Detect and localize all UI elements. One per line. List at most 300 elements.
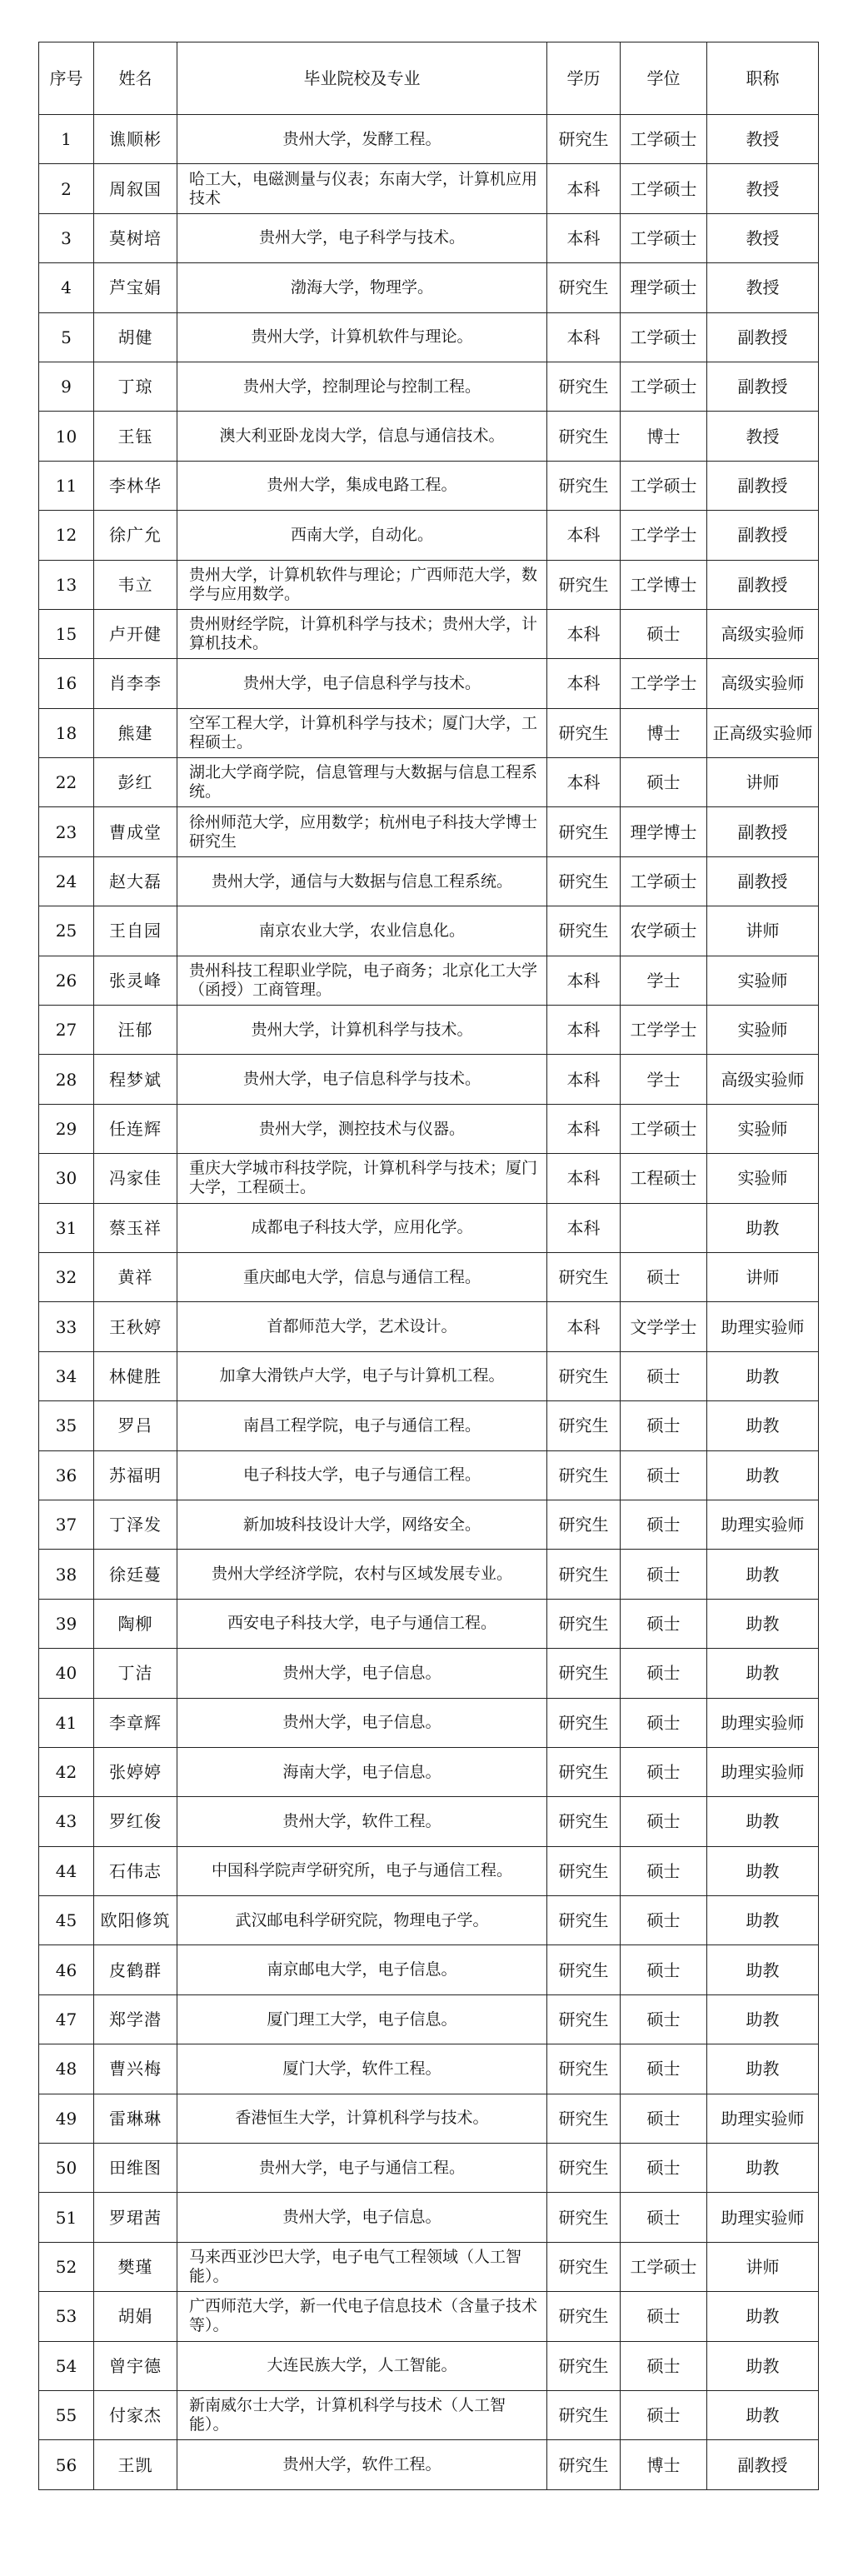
- cell-name: 李林华: [94, 461, 177, 510]
- cell-title: 助教: [707, 1203, 819, 1252]
- cell-no: 44: [39, 1846, 94, 1895]
- cell-degree: 博士: [621, 708, 707, 757]
- cell-degree: 工学硕士: [621, 213, 707, 262]
- cell-title: 助教: [707, 2390, 819, 2439]
- cell-education: 研究生: [547, 1500, 621, 1549]
- cell-no: 37: [39, 1500, 94, 1549]
- cell-name: 卢开健: [94, 609, 177, 658]
- table-row: [39, 2341, 819, 2390]
- cell-name: 曾宇德: [94, 2341, 177, 2390]
- cell-title: 教授: [707, 213, 819, 262]
- cell-name: 王凯: [94, 2440, 177, 2489]
- cell-name: 熊建: [94, 708, 177, 757]
- cell-school: 贵州科技工程职业学院，电子商务；北京化工大学（函授）工商管理。: [177, 956, 547, 1005]
- cell-name: 陶柳: [94, 1599, 177, 1648]
- cell-title: 实验师: [707, 1104, 819, 1153]
- cell-title: 实验师: [707, 956, 819, 1005]
- table-row: [39, 2044, 819, 2094]
- table-row: [39, 2242, 819, 2291]
- cell-name: 曹成堂: [94, 807, 177, 856]
- cell-no: 28: [39, 1055, 94, 1104]
- cell-title: 助理实验师: [707, 1500, 819, 1549]
- cell-title: 助理实验师: [707, 2193, 819, 2242]
- cell-degree: 硕士: [621, 1550, 707, 1599]
- table-row: [39, 1302, 819, 1351]
- cell-degree: 硕士: [621, 1797, 707, 1846]
- cell-title: 助教: [707, 1797, 819, 1846]
- cell-education: 研究生: [547, 2044, 621, 2094]
- cell-education: 研究生: [547, 2292, 621, 2341]
- table-row: [39, 1450, 819, 1500]
- cell-education: 研究生: [547, 1252, 621, 1301]
- cell-school: 贵州大学，计算机软件与理论；广西师范大学，数学与应用数学。: [177, 560, 547, 609]
- table-row: [39, 312, 819, 362]
- cell-no: 38: [39, 1550, 94, 1599]
- cell-no: 41: [39, 1698, 94, 1747]
- cell-degree: 硕士: [621, 1896, 707, 1945]
- cell-title: 副教授: [707, 511, 819, 560]
- cell-no: 35: [39, 1401, 94, 1450]
- table-row: [39, 1698, 819, 1747]
- cell-school: 贵州大学经济学院，农村与区域发展专业。: [177, 1550, 547, 1599]
- cell-education: 本科: [547, 164, 621, 213]
- table-row: [39, 1550, 819, 1599]
- cell-name: 郑学潜: [94, 1994, 177, 2044]
- cell-education: 本科: [547, 659, 621, 708]
- cell-degree: 工学硕士: [621, 856, 707, 906]
- cell-no: 55: [39, 2390, 94, 2439]
- cell-degree: 硕士: [621, 2044, 707, 2094]
- table-row: [39, 659, 819, 708]
- cell-no: 29: [39, 1104, 94, 1153]
- table-row: [39, 1649, 819, 1698]
- table-row: [39, 213, 819, 262]
- cell-degree: 学士: [621, 956, 707, 1005]
- cell-title: 实验师: [707, 1154, 819, 1203]
- cell-school: 南京农业大学，农业信息化。: [177, 906, 547, 956]
- cell-no: 49: [39, 2094, 94, 2143]
- cell-education: 研究生: [547, 560, 621, 609]
- cell-name: 丁泽发: [94, 1500, 177, 1549]
- cell-title: 助教: [707, 1896, 819, 1945]
- cell-degree: 工学硕士: [621, 312, 707, 362]
- cell-title: 教授: [707, 115, 819, 164]
- cell-degree: 硕士: [621, 1450, 707, 1500]
- cell-school: 加拿大滑铁卢大学，电子与计算机工程。: [177, 1351, 547, 1400]
- cell-no: 13: [39, 560, 94, 609]
- cell-no: 51: [39, 2193, 94, 2242]
- cell-no: 36: [39, 1450, 94, 1500]
- cell-education: 研究生: [547, 2242, 621, 2291]
- cell-title: 教授: [707, 412, 819, 461]
- cell-no: 30: [39, 1154, 94, 1203]
- cell-no: 22: [39, 758, 94, 807]
- cell-title: 助教: [707, 1945, 819, 1994]
- cell-education: 本科: [547, 1006, 621, 1055]
- cell-name: 程梦斌: [94, 1055, 177, 1104]
- cell-name: 丁洁: [94, 1649, 177, 1698]
- cell-education: 研究生: [547, 1945, 621, 1994]
- cell-school: 贵州大学，测控技术与仪器。: [177, 1104, 547, 1153]
- cell-title: 副教授: [707, 807, 819, 856]
- cell-name: 赵大磊: [94, 856, 177, 906]
- cell-no: 48: [39, 2044, 94, 2094]
- cell-education: 本科: [547, 1154, 621, 1203]
- cell-education: 研究生: [547, 2341, 621, 2390]
- cell-degree: 硕士: [621, 609, 707, 658]
- cell-education: 研究生: [547, 1599, 621, 1648]
- cell-no: 52: [39, 2242, 94, 2291]
- table-row: [39, 1747, 819, 1796]
- cell-school: 重庆邮电大学，信息与通信工程。: [177, 1252, 547, 1301]
- cell-name: 罗红俊: [94, 1797, 177, 1846]
- header-education: 学历: [547, 42, 621, 115]
- cell-name: 欧阳修筑: [94, 1896, 177, 1945]
- cell-education: 本科: [547, 609, 621, 658]
- cell-title: 助教: [707, 1994, 819, 2044]
- cell-name: 王秋婷: [94, 1302, 177, 1351]
- cell-no: 18: [39, 708, 94, 757]
- cell-name: 黄祥: [94, 1252, 177, 1301]
- cell-school: 马来西亚沙巴大学，电子电气工程领域（人工智能）。: [177, 2242, 547, 2291]
- header-name: 姓名: [94, 42, 177, 115]
- cell-name: 胡健: [94, 312, 177, 362]
- cell-no: 11: [39, 461, 94, 510]
- table-body: [39, 115, 819, 2490]
- cell-school: 广西师范大学，新一代电子信息技术（含量子技术等）。: [177, 2292, 547, 2341]
- cell-title: 助教: [707, 2044, 819, 2094]
- cell-education: 本科: [547, 758, 621, 807]
- cell-name: 蔡玉祥: [94, 1203, 177, 1252]
- cell-name: 周叙国: [94, 164, 177, 213]
- cell-degree: 硕士: [621, 758, 707, 807]
- cell-degree: 博士: [621, 412, 707, 461]
- cell-school: 徐州师范大学，应用数学；杭州电子科技大学博士研究生: [177, 807, 547, 856]
- cell-school: 贵州大学，电子信息。: [177, 1649, 547, 1698]
- cell-education: 本科: [547, 511, 621, 560]
- cell-degree: 工学博士: [621, 560, 707, 609]
- cell-school: 成都电子科技大学，应用化学。: [177, 1203, 547, 1252]
- table-row: [39, 1500, 819, 1549]
- cell-name: 芦宝娟: [94, 263, 177, 312]
- cell-school: 湖北大学商学院，信息管理与大数据与信息工程系统。: [177, 758, 547, 807]
- cell-degree: 硕士: [621, 2193, 707, 2242]
- cell-no: 42: [39, 1747, 94, 1796]
- cell-name: 徐广允: [94, 511, 177, 560]
- cell-degree: 硕士: [621, 1994, 707, 2044]
- cell-education: 研究生: [547, 1846, 621, 1895]
- cell-no: 27: [39, 1006, 94, 1055]
- cell-degree: 硕士: [621, 2292, 707, 2341]
- cell-degree: 理学硕士: [621, 263, 707, 312]
- table-row: [39, 164, 819, 213]
- cell-no: 53: [39, 2292, 94, 2341]
- cell-title: 助教: [707, 2292, 819, 2341]
- cell-degree: 工学硕士: [621, 1104, 707, 1153]
- cell-school: 厦门大学，软件工程。: [177, 2044, 547, 2094]
- table-row: [39, 1945, 819, 1994]
- cell-degree: 硕士: [621, 2144, 707, 2193]
- table-row: [39, 906, 819, 956]
- cell-title: 高级实验师: [707, 1055, 819, 1104]
- cell-name: 王自园: [94, 906, 177, 956]
- cell-education: 研究生: [547, 263, 621, 312]
- cell-degree: 工学学士: [621, 1006, 707, 1055]
- cell-no: 23: [39, 807, 94, 856]
- cell-education: 研究生: [547, 1550, 621, 1599]
- cell-name: 胡娟: [94, 2292, 177, 2341]
- cell-title: 助教: [707, 2341, 819, 2390]
- cell-name: 莫树培: [94, 213, 177, 262]
- cell-title: 副教授: [707, 362, 819, 411]
- cell-education: 研究生: [547, 2144, 621, 2193]
- cell-school: 厦门理工大学，电子信息。: [177, 1994, 547, 2044]
- cell-title: 助教: [707, 2144, 819, 2193]
- cell-education: 研究生: [547, 856, 621, 906]
- cell-no: 24: [39, 856, 94, 906]
- cell-name: 肖李李: [94, 659, 177, 708]
- cell-no: 47: [39, 1994, 94, 2044]
- table-row: [39, 2193, 819, 2242]
- cell-name: 曹兴梅: [94, 2044, 177, 2094]
- table-row: [39, 1401, 819, 1450]
- cell-education: 研究生: [547, 362, 621, 411]
- cell-no: 4: [39, 263, 94, 312]
- cell-degree: 硕士: [621, 1500, 707, 1549]
- cell-education: 本科: [547, 1302, 621, 1351]
- cell-name: 徐廷蔓: [94, 1550, 177, 1599]
- cell-education: 研究生: [547, 1698, 621, 1747]
- cell-education: 研究生: [547, 1649, 621, 1698]
- cell-name: 任连辉: [94, 1104, 177, 1153]
- cell-degree: 硕士: [621, 1401, 707, 1450]
- header-no: 序号: [39, 42, 94, 115]
- cell-title: 副教授: [707, 2440, 819, 2489]
- cell-no: 56: [39, 2440, 94, 2489]
- table-row: [39, 609, 819, 658]
- cell-school: 贵州大学，发酵工程。: [177, 115, 547, 164]
- cell-no: 50: [39, 2144, 94, 2193]
- cell-school: 贵州大学，集成电路工程。: [177, 461, 547, 510]
- cell-degree: 文学学士: [621, 1302, 707, 1351]
- cell-school: 电子科技大学，电子与通信工程。: [177, 1450, 547, 1500]
- table-row: [39, 1599, 819, 1648]
- cell-education: 研究生: [547, 412, 621, 461]
- cell-degree: 硕士: [621, 1945, 707, 1994]
- cell-no: 31: [39, 1203, 94, 1252]
- cell-no: 12: [39, 511, 94, 560]
- cell-title: 助理实验师: [707, 1302, 819, 1351]
- cell-education: 研究生: [547, 2440, 621, 2489]
- cell-no: 43: [39, 1797, 94, 1846]
- staff-table: [38, 42, 819, 2490]
- table-row: [39, 2144, 819, 2193]
- cell-title: 助理实验师: [707, 1698, 819, 1747]
- table-row: [39, 2440, 819, 2489]
- cell-education: 研究生: [547, 1351, 621, 1400]
- cell-name: 李章辉: [94, 1698, 177, 1747]
- cell-no: 15: [39, 609, 94, 658]
- cell-school: 贵州大学，软件工程。: [177, 1797, 547, 1846]
- cell-name: 谯顺彬: [94, 115, 177, 164]
- table-row: [39, 758, 819, 807]
- cell-school: 新加坡科技设计大学，网络安全。: [177, 1500, 547, 1549]
- table-row: [39, 807, 819, 856]
- cell-degree: 工学硕士: [621, 362, 707, 411]
- cell-degree: 博士: [621, 2440, 707, 2489]
- cell-title: 讲师: [707, 1252, 819, 1301]
- cell-education: 研究生: [547, 2094, 621, 2143]
- table-row: [39, 708, 819, 757]
- cell-education: 本科: [547, 956, 621, 1005]
- cell-degree: 工学硕士: [621, 115, 707, 164]
- cell-school: 南京邮电大学，电子信息。: [177, 1945, 547, 1994]
- cell-education: 本科: [547, 213, 621, 262]
- cell-education: 研究生: [547, 1896, 621, 1945]
- cell-degree: 农学硕士: [621, 906, 707, 956]
- cell-school: 贵州大学，软件工程。: [177, 2440, 547, 2489]
- cell-title: 助教: [707, 1846, 819, 1895]
- cell-school: 西安电子科技大学，电子与通信工程。: [177, 1599, 547, 1648]
- cell-degree: 学士: [621, 1055, 707, 1104]
- cell-degree: 工学学士: [621, 511, 707, 560]
- cell-name: 丁琼: [94, 362, 177, 411]
- cell-title: 助教: [707, 1450, 819, 1500]
- cell-title: 高级实验师: [707, 609, 819, 658]
- cell-title: 助教: [707, 1401, 819, 1450]
- cell-school: 贵州大学，控制理论与控制工程。: [177, 362, 547, 411]
- cell-school: 贵州大学，通信与大数据与信息工程系统。: [177, 856, 547, 906]
- cell-school: 贵州大学，电子信息。: [177, 2193, 547, 2242]
- cell-degree: 工学硕士: [621, 461, 707, 510]
- cell-name: 冯家佳: [94, 1154, 177, 1203]
- table-row: [39, 412, 819, 461]
- cell-education: 研究生: [547, 906, 621, 956]
- cell-name: 苏福明: [94, 1450, 177, 1500]
- cell-name: 田维图: [94, 2144, 177, 2193]
- cell-degree: 工程硕士: [621, 1154, 707, 1203]
- table-row: [39, 1104, 819, 1153]
- cell-degree: 硕士: [621, 1747, 707, 1796]
- table-row: [39, 1252, 819, 1301]
- cell-degree: 理学博士: [621, 807, 707, 856]
- cell-title: 高级实验师: [707, 659, 819, 708]
- cell-education: 研究生: [547, 2193, 621, 2242]
- table-row: [39, 362, 819, 411]
- cell-education: 研究生: [547, 115, 621, 164]
- cell-name: 雷琳琳: [94, 2094, 177, 2143]
- cell-title: 副教授: [707, 856, 819, 906]
- cell-school: 南昌工程学院，电子与通信工程。: [177, 1401, 547, 1450]
- cell-education: 研究生: [547, 1450, 621, 1500]
- cell-title: 讲师: [707, 906, 819, 956]
- cell-school: 新南威尔士大学，计算机科学与技术（人工智能）。: [177, 2390, 547, 2439]
- table-row: [39, 1797, 819, 1846]
- cell-degree: 硕士: [621, 1252, 707, 1301]
- cell-school: 武汉邮电科学研究院，物理电子学。: [177, 1896, 547, 1945]
- cell-title: 教授: [707, 164, 819, 213]
- table-row: [39, 263, 819, 312]
- cell-education: 本科: [547, 312, 621, 362]
- table-row: [39, 1203, 819, 1252]
- cell-name: 王钰: [94, 412, 177, 461]
- cell-no: 10: [39, 412, 94, 461]
- cell-education: 研究生: [547, 1797, 621, 1846]
- cell-education: 研究生: [547, 1747, 621, 1796]
- table-row: [39, 560, 819, 609]
- cell-name: 樊瑾: [94, 2242, 177, 2291]
- cell-no: 45: [39, 1896, 94, 1945]
- table-row: [39, 115, 819, 164]
- header-title: 职称: [707, 42, 819, 115]
- cell-school: 贵州大学，电子信息科学与技术。: [177, 1055, 547, 1104]
- cell-degree: 硕士: [621, 2094, 707, 2143]
- cell-education: 研究生: [547, 807, 621, 856]
- cell-school: 贵州财经学院，计算机科学与技术；贵州大学，计算机技术。: [177, 609, 547, 658]
- cell-school: 大连民族大学，人工智能。: [177, 2341, 547, 2390]
- cell-school: 中国科学院声学研究所，电子与通信工程。: [177, 1846, 547, 1895]
- cell-no: 9: [39, 362, 94, 411]
- cell-no: 1: [39, 115, 94, 164]
- cell-education: 研究生: [547, 708, 621, 757]
- table-row: [39, 2094, 819, 2143]
- cell-education: 研究生: [547, 1994, 621, 2044]
- table-row: [39, 461, 819, 510]
- cell-name: 罗珺茜: [94, 2193, 177, 2242]
- cell-school: 贵州大学，计算机科学与技术。: [177, 1006, 547, 1055]
- cell-name: 石伟志: [94, 1846, 177, 1895]
- cell-no: 3: [39, 213, 94, 262]
- cell-name: 皮鹤群: [94, 1945, 177, 1994]
- cell-title: 讲师: [707, 2242, 819, 2291]
- cell-school: 渤海大学，物理学。: [177, 263, 547, 312]
- table-row: [39, 1154, 819, 1203]
- cell-degree: 硕士: [621, 2341, 707, 2390]
- cell-school: 空军工程大学，计算机科学与技术；厦门大学，工程硕士。: [177, 708, 547, 757]
- cell-school: 澳大利亚卧龙岗大学，信息与通信技术。: [177, 412, 547, 461]
- cell-name: 彭红: [94, 758, 177, 807]
- cell-name: 张灵峰: [94, 956, 177, 1005]
- cell-education: 本科: [547, 1104, 621, 1153]
- cell-no: 39: [39, 1599, 94, 1648]
- cell-name: 汪郁: [94, 1006, 177, 1055]
- cell-degree: 硕士: [621, 1846, 707, 1895]
- staff-table-container: [38, 42, 818, 2490]
- cell-degree: 硕士: [621, 1649, 707, 1698]
- cell-no: 54: [39, 2341, 94, 2390]
- cell-no: 2: [39, 164, 94, 213]
- cell-degree: [621, 1203, 707, 1252]
- cell-no: 16: [39, 659, 94, 708]
- cell-school: 贵州大学，电子与通信工程。: [177, 2144, 547, 2193]
- cell-title: 副教授: [707, 461, 819, 510]
- cell-degree: 硕士: [621, 1698, 707, 1747]
- cell-no: 25: [39, 906, 94, 956]
- cell-degree: 工学硕士: [621, 164, 707, 213]
- table-row: [39, 1896, 819, 1945]
- table-row: [39, 1351, 819, 1400]
- cell-name: 付家杰: [94, 2390, 177, 2439]
- cell-title: 实验师: [707, 1006, 819, 1055]
- cell-title: 助教: [707, 1351, 819, 1400]
- cell-title: 教授: [707, 263, 819, 312]
- cell-name: 林健胜: [94, 1351, 177, 1400]
- cell-education: 研究生: [547, 461, 621, 510]
- cell-title: 助教: [707, 1550, 819, 1599]
- cell-name: 韦立: [94, 560, 177, 609]
- cell-degree: 工学硕士: [621, 2242, 707, 2291]
- table-row: [39, 856, 819, 906]
